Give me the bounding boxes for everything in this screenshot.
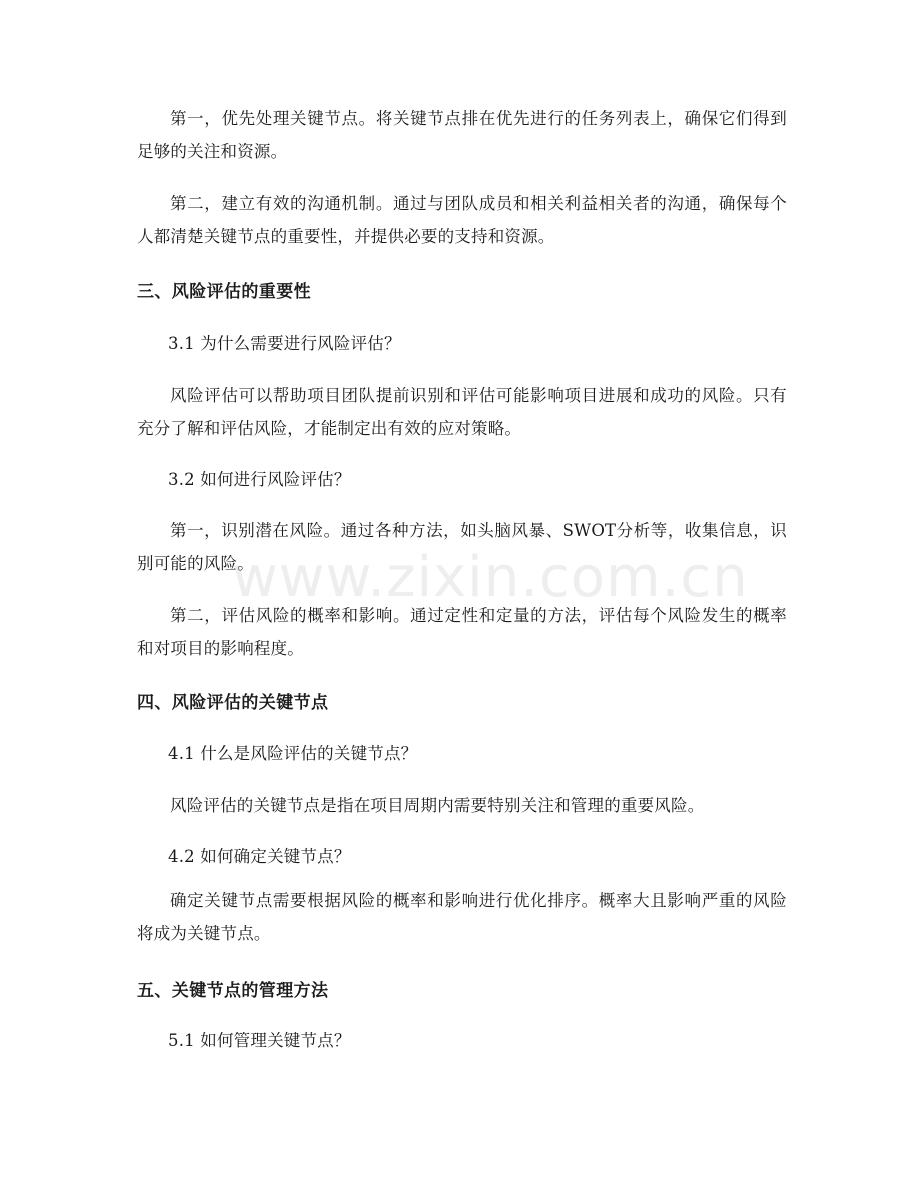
section-heading-4: 四、风险评估的关键节点 xyxy=(137,693,329,713)
subheading-3-1: 3.1 为什么需要进行风险评估？ xyxy=(168,334,401,353)
paragraph-priority: 第一，优先处理关键节点。将关键节点排在优先进行的任务列表上，确保它们得到足够的关注和资源。 xyxy=(137,109,787,161)
paragraph-determine-key-nodes: 确定关键节点需要根据风险的概率和影响进行优化排序。概率大且影响严重的风险将成为关键节点。 xyxy=(137,891,787,943)
paragraph-why-risk-assessment: 风险评估可以帮助项目团队提前识别和评估可能影响项目进展和成功的风险。只有充分了解和评估风险，才能制定出有效的应对策略。 xyxy=(137,386,787,438)
section-heading-5: 五、关键节点的管理方法 xyxy=(137,981,329,1001)
subheading-4-2: 4.2 如何确定关键节点？ xyxy=(168,847,351,866)
paragraph-identify-risks: 第一，识别潜在风险。通过各种方法，如头脑风暴、SWOT分析等，收集信息，识别可能的风险。 xyxy=(137,521,787,573)
subheading-4-1: 4.1 什么是风险评估的关键节点？ xyxy=(168,744,418,763)
subheading-5-1: 5.1 如何管理关键节点？ xyxy=(168,1031,351,1050)
paragraph-key-nodes-definition: 风险评估的关键节点是指在项目周期内需要特别关注和管理的重要风险。 xyxy=(170,796,705,815)
paragraph-communication: 第二，建立有效的沟通机制。通过与团队成员和相关利益相关者的沟通，确保每个人都清楚关键节点的重要性，并提供必要的支持和资源。 xyxy=(137,194,787,246)
watermark: www.zixin.com.cn xyxy=(232,545,749,610)
paragraph-evaluate-risks: 第二，评估风险的概率和影响。通过定性和定量的方法，评估每个风险发生的概率和对项目的影响程度。 xyxy=(137,606,787,658)
section-heading-3: 三、风险评估的重要性 xyxy=(137,282,311,302)
subheading-3-2: 3.2 如何进行风险评估？ xyxy=(168,470,351,489)
